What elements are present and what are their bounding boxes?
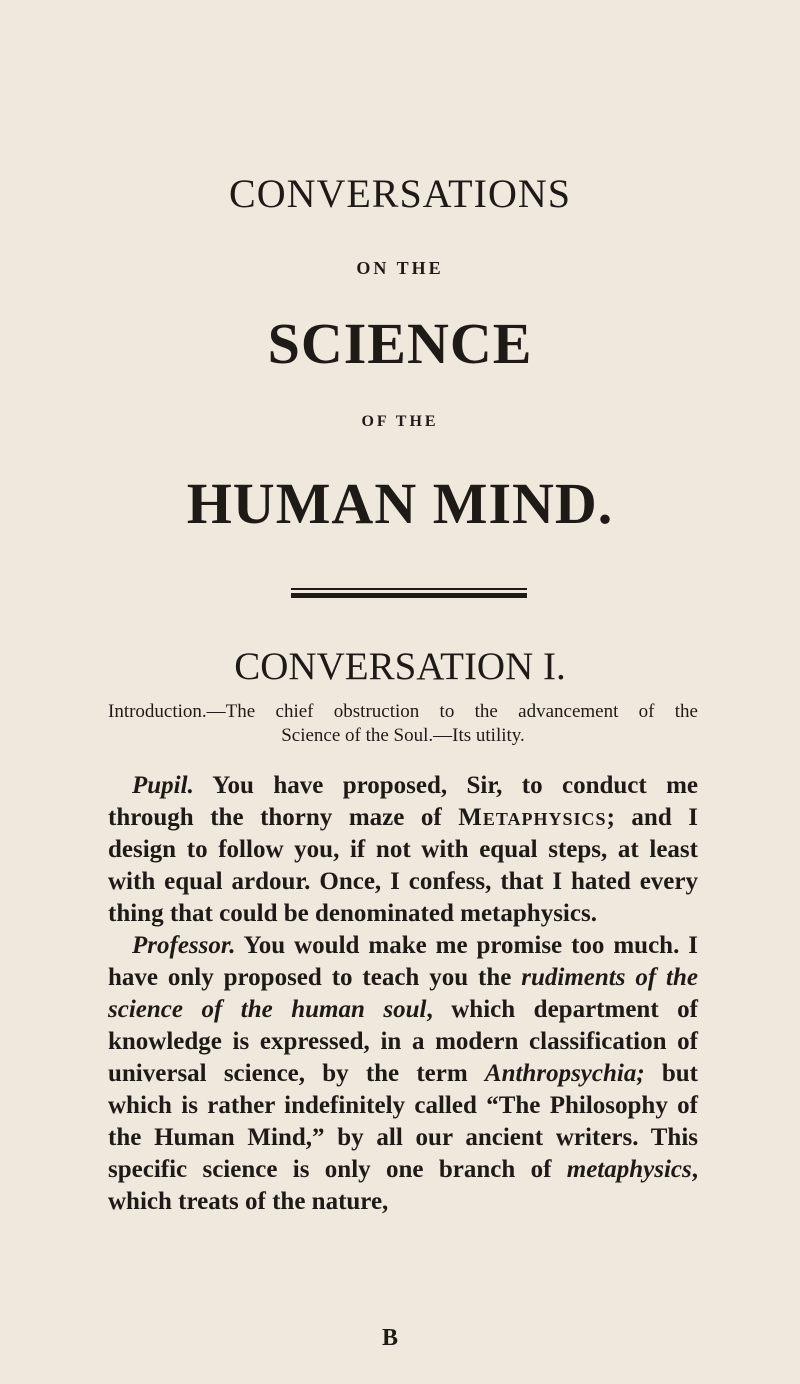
italic-rudiments: rudiments of the science of the human soul [108,964,698,1023]
text-run: You would make me promise too much. I have only proposed to teach you the [108,932,698,991]
body-text [108,770,698,1218]
text-run: You have proposed, Sir, to conduct me through the thorny maze of [108,772,698,831]
title-line-on-the: ON THE [356,258,444,278]
paragraph-professor [108,930,698,1218]
speaker-professor: Professor. [132,932,236,959]
text-run: but which is rather indefinitely called “The Philosophy of the Human Mind,” by all our ancient writers. This specific science is only one branch of [108,1060,699,1183]
italic-metaphysics: metaphysics [566,1156,692,1183]
text-run: , which department of knowledge is expressed, in a modern classification of universal science, by the term [108,996,698,1087]
chapter-heading: CONVERSATION I. [234,645,566,688]
title-line-science: SCIENCE [267,311,533,376]
text-run: , which treats of the nature, [108,1156,698,1215]
title-line-conversations: CONVERSATIONS [229,171,571,216]
synopsis-line-2: Science of the Soul.—Its utility. [281,725,525,746]
divider-rule-thick [291,593,527,598]
signature-mark: B [382,1325,399,1351]
speaker-pupil: Pupil. [132,772,194,799]
divider-rule-thin [291,588,527,590]
paragraph-pupil [108,770,698,930]
text-run: ; and I design to follow you, if not with equal steps, at least with equal ardour. Once, I confess, that I hated every thing that could be denominated metaphysics. [108,804,698,927]
chapter-synopsis [108,700,698,748]
italic-anthropsychia: Anthropsychia; [484,1060,645,1087]
title-line-human-mind: HUMAN MIND. [186,471,614,536]
title-line-of-the: OF THE [361,413,439,430]
synopsis-line-1: Introduction.—The chief obstruction to the advancement of the [108,701,698,722]
small-caps-metaphysics: Metaphysics [458,804,607,831]
